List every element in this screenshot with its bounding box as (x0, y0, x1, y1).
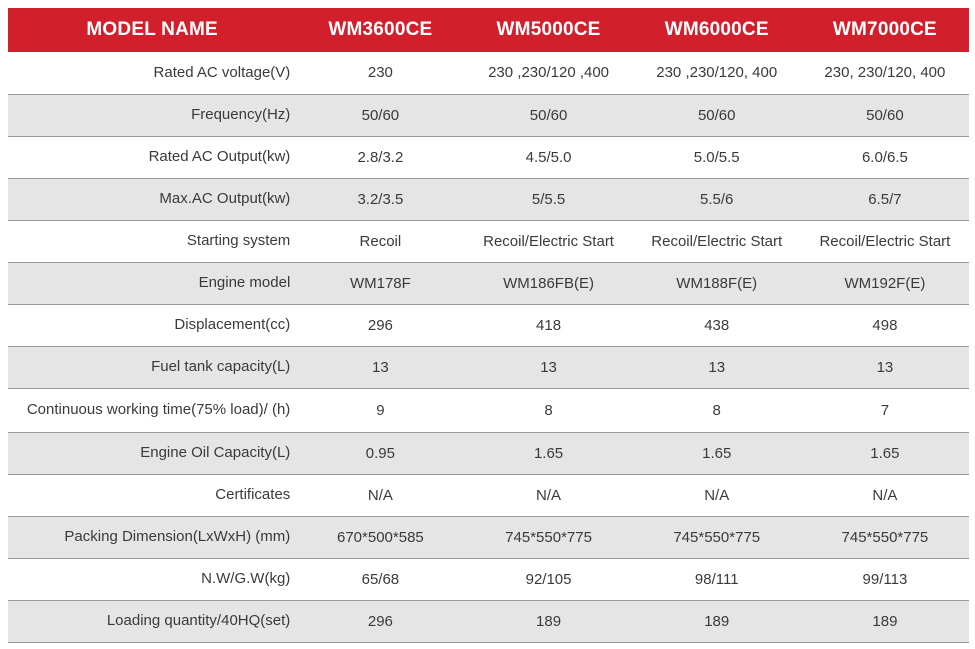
cell: N/A (367, 486, 393, 504)
cell: WM178F (349, 274, 411, 292)
cell: Recoil (359, 232, 402, 250)
row-label: N.W/G.W(kg) (201, 570, 291, 587)
cell: 8 (712, 401, 721, 419)
cell: 3.2/3.5 (357, 190, 404, 208)
cell: 6.5/7 (868, 190, 902, 208)
cell: 13 (372, 358, 389, 376)
cell: 498 (872, 316, 898, 334)
cell: N/A (704, 486, 730, 504)
table-row (8, 432, 969, 474)
cell: Recoil/Electric Start (819, 232, 951, 250)
table-row (8, 558, 969, 600)
header-wm5000ce: WM5000CE (496, 19, 601, 40)
cell: Recoil/Electric Start (483, 232, 614, 250)
cell: 230 (367, 64, 393, 82)
cell: 189 (704, 612, 730, 630)
header-wm7000ce: WM7000CE (832, 19, 937, 40)
table-row (8, 136, 969, 178)
row-label: Displacement(cc) (174, 316, 291, 333)
table-row (8, 304, 969, 346)
cell: 65/68 (361, 570, 400, 588)
cell: 5.5/6 (700, 190, 734, 208)
cell: 296 (367, 612, 393, 630)
table-row (8, 600, 969, 642)
row-label: Frequency(Hz) (191, 106, 291, 123)
cell: N/A (536, 486, 562, 504)
cell: 745*550*775 (505, 528, 592, 546)
generator-spec-table (8, 8, 969, 643)
cell: 189 (872, 612, 898, 630)
header-model-name: MODEL NAME (86, 19, 218, 40)
row-label: Packing Dimension(LxWxH) (mm) (64, 528, 291, 545)
cell: 438 (704, 316, 730, 334)
row-label: Continuous working time(75% load)/ (h) (26, 401, 291, 418)
cell: 99/113 (862, 570, 908, 588)
table-row (8, 178, 969, 220)
cell: 230 ,230/120, 400 (656, 64, 778, 82)
cell: 50/60 (866, 106, 904, 124)
cell: 2.8/3.2 (357, 148, 404, 166)
cell: 6.0/6.5 (861, 148, 908, 166)
cell: 745*550*775 (673, 528, 761, 546)
row-label: Certificates (215, 486, 291, 503)
cell: 50/60 (529, 106, 568, 124)
table-row (8, 346, 969, 388)
cell: 50/60 (697, 106, 736, 124)
table-row (8, 52, 969, 94)
table-row (8, 262, 969, 304)
cell: 13 (708, 358, 726, 376)
table-header-row (8, 8, 969, 52)
cell: 9 (376, 401, 385, 419)
table-row (8, 516, 969, 558)
row-label: Rated AC voltage(V) (153, 63, 291, 81)
cell: 4.5/5.0 (525, 148, 572, 166)
table-row (8, 388, 969, 432)
cell: 418 (536, 316, 562, 334)
cell: Recoil/Electric Start (651, 232, 783, 250)
cell: 230 ,230/120 ,400 (488, 64, 610, 82)
table-row (8, 94, 969, 136)
row-label: Loading quantity/40HQ(set) (106, 612, 291, 629)
cell: 1.65 (533, 444, 564, 462)
cell: 98/111 (694, 570, 739, 588)
cell: 296 (367, 316, 393, 334)
header-wm6000ce: WM6000CE (664, 19, 769, 40)
cell: 745*550*775 (841, 528, 929, 546)
row-label: Engine Oil Capacity(L) (140, 444, 291, 461)
cell: 1.65 (702, 444, 732, 462)
cell: WM188F(E) (676, 274, 758, 292)
cell: 230, 230/120, 400 (824, 64, 946, 82)
row-label: Starting system (186, 232, 291, 249)
cell: 5.0/5.5 (693, 148, 740, 166)
cell: 50/60 (361, 106, 400, 124)
cell: 670*500*585 (337, 528, 424, 546)
cell: 7 (880, 401, 890, 419)
row-label: Max.AC Output(kw) (159, 190, 291, 207)
cell: 5/5.5 (531, 190, 566, 208)
cell: WM192F(E) (844, 274, 926, 292)
table-row (8, 220, 969, 262)
row-label: Engine model (198, 274, 291, 291)
cell: 189 (536, 612, 562, 630)
cell: 92/105 (525, 570, 572, 588)
header-wm3600ce: WM3600CE (328, 19, 433, 40)
cell: 0.95 (365, 444, 395, 462)
cell: 1.65 (870, 444, 900, 462)
cell: N/A (872, 486, 898, 504)
cell: 13 (876, 358, 894, 376)
cell: WM186FB(E) (503, 274, 594, 292)
cell: 13 (540, 358, 557, 376)
row-label: Fuel tank capacity(L) (151, 358, 291, 375)
cell: 8 (544, 401, 553, 419)
row-label: Rated AC Output(kw) (148, 148, 291, 165)
table-row (8, 474, 969, 516)
